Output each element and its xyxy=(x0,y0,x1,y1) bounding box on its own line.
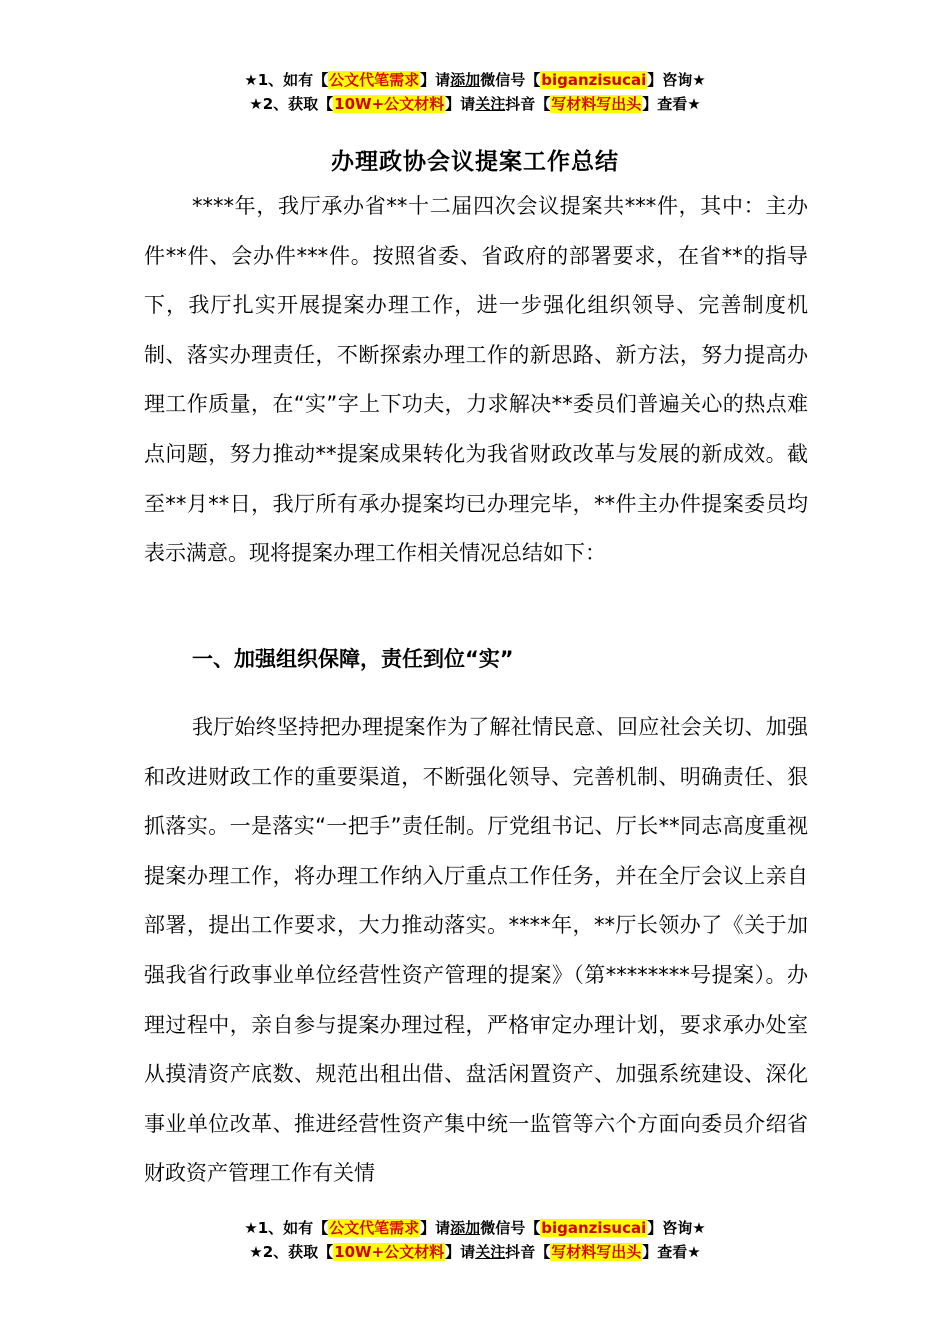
highlighted-text: 10W+公文材料 xyxy=(334,1243,445,1261)
underlined-text: 关注 xyxy=(475,95,506,113)
promo-text: 】请 xyxy=(445,1243,476,1261)
promo-text: 】请 xyxy=(420,1219,451,1237)
highlighted-text: 公文代笔需求 xyxy=(329,1219,420,1237)
promo-text: 】请 xyxy=(445,95,476,113)
promo-text: 2、获取【 xyxy=(262,95,334,113)
body-paragraph-1: ****年，我厅承办省**十二届四次会议提案共***件，其中：主办件**件、会办件***件。按照省委、省政府的部署要求，在省**的指导下，我厅扎实开展提案办理工作，进一步强化组织领导、完善制度机制、落实办理责任，不断探索办理工作的新思路、新方法，努力提高办理工作质量，在“实”字上下功夫，力求解决**委员们普遍关心的热点难点问题，努力推动**提案成果转化为我省财政改革与发展的新成效。截至**月**日，我厅所有承办提案均已办理完毕，**件主办件提案委员均表示满意。现将提案办理工作相关情况总结如下： xyxy=(144,194,808,566)
promo-line-2 xyxy=(0,1240,950,1264)
promo-line-1 xyxy=(0,1216,950,1240)
promo-text: 】请 xyxy=(420,71,451,89)
promo-banner-top xyxy=(0,68,950,116)
document-title: 办理政协会议提案工作总结 xyxy=(331,149,619,176)
star-icon: ★ xyxy=(249,1243,263,1261)
promo-text: 抖音【 xyxy=(505,95,551,113)
body-paragraph-2: 我厅始终坚持把办理提案作为了解社情民意、回应社会关切、加强和改进财政工作的重要渠道，不断强化领导、完善机制、明确责任、狠抓落实。一是落实“一把手”责任制。厅党组书记、厅长**同志高度重视提案办理工作，将办理工作纳入厅重点工作任务，并在全厅会议上亲自部署，提出工作要求，大力推动落实。****年，**厅长领办了《关于加强我省行政事业单位经营性资产管理的提案》（第********号提案）。办理过程中，亲自参与提案办理过程，严格审定办理计划，要求承办处室从摸清资产底数、规范出租出借、盘活闲置资产、加强系统建设、深化事业单位改革、推进经营性资产集中统一监管等六个方面向委员介绍省财政资产管理工作有关情 xyxy=(144,715,808,1186)
promo-text: 1、如有【 xyxy=(257,71,329,89)
wechat-id: biganzisucai xyxy=(541,71,647,89)
wechat-id: biganzisucai xyxy=(541,1219,647,1237)
promo-line-2 xyxy=(0,92,950,116)
section-heading-1: 一、加强组织保障，责任到位“实” xyxy=(192,647,514,671)
underlined-text: 添加 xyxy=(450,71,481,89)
douyin-id: 写材料写出头 xyxy=(551,95,642,113)
highlighted-text: 公文代笔需求 xyxy=(329,71,420,89)
promo-text: 】查看 xyxy=(642,1243,688,1261)
star-icon: ★ xyxy=(244,1219,258,1237)
underlined-text: 关注 xyxy=(475,1243,506,1261)
promo-text: 2、获取【 xyxy=(262,1243,334,1261)
promo-banner-bottom xyxy=(0,1216,950,1264)
star-icon: ★ xyxy=(687,1243,701,1261)
promo-text: 】查看 xyxy=(642,95,688,113)
promo-text: 抖音【 xyxy=(505,1243,551,1261)
promo-text: 1、如有【 xyxy=(257,1219,329,1237)
promo-text: 微信号【 xyxy=(480,1219,541,1237)
promo-text: 】咨询 xyxy=(647,71,693,89)
highlighted-text: 10W+公文材料 xyxy=(334,95,445,113)
underlined-text: 添加 xyxy=(450,1219,481,1237)
star-icon: ★ xyxy=(244,71,258,89)
promo-text: 】咨询 xyxy=(647,1219,693,1237)
star-icon: ★ xyxy=(692,71,706,89)
promo-line-1 xyxy=(0,68,950,92)
douyin-id: 写材料写出头 xyxy=(551,1243,642,1261)
promo-text: 微信号【 xyxy=(480,71,541,89)
star-icon: ★ xyxy=(687,95,701,113)
star-icon: ★ xyxy=(692,1219,706,1237)
star-icon: ★ xyxy=(249,95,263,113)
